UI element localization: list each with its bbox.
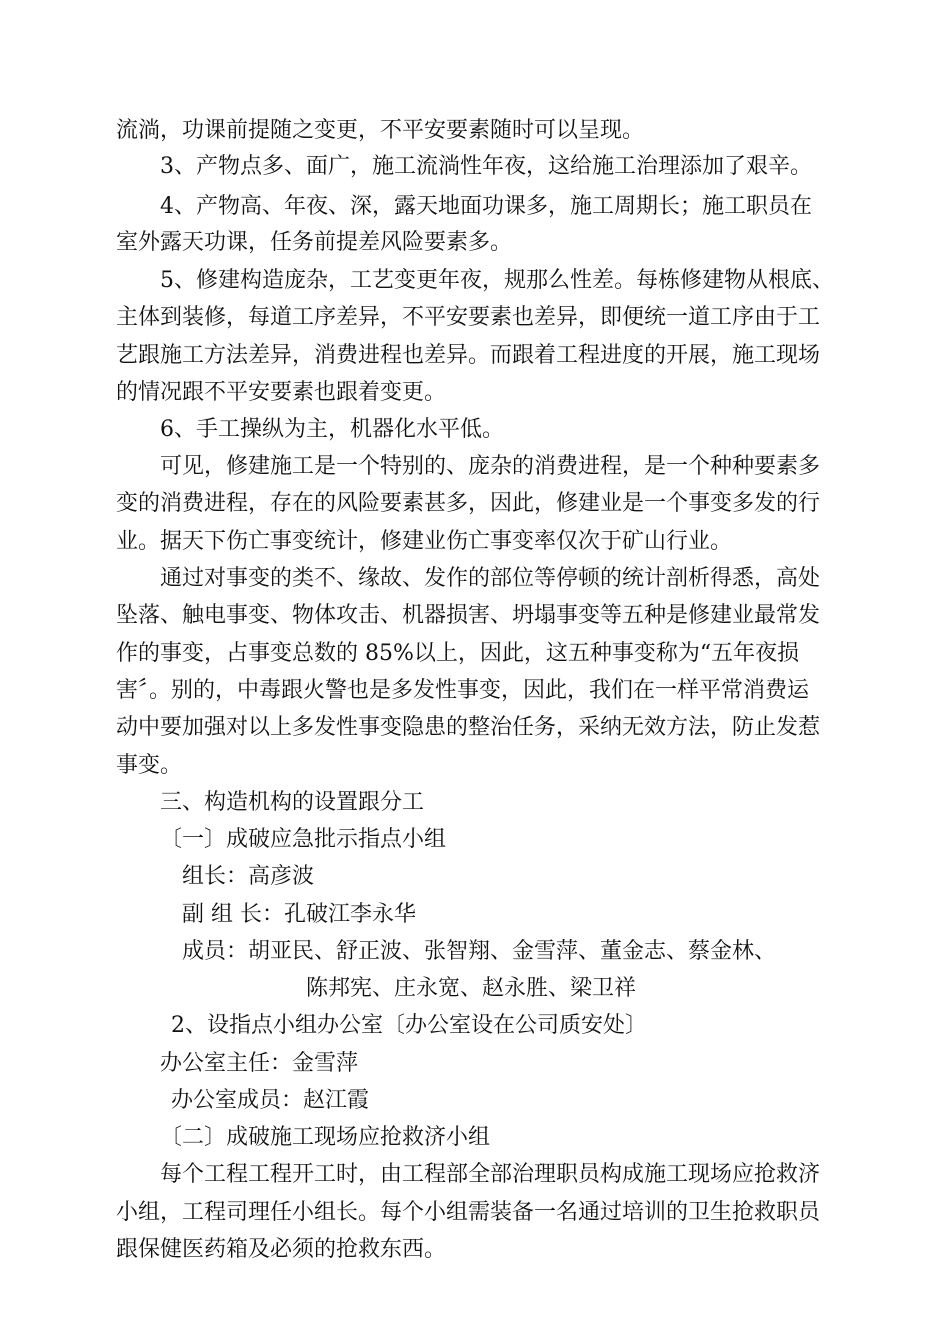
- text-line: 通过对事变的类不、缘故、发作的部位等停顿的统计剖析得悉，高处: [160, 566, 821, 591]
- subsection-heading: 〔一〕成破应急批示指点小组: [160, 827, 447, 852]
- text-line: 变的消费进程，存在的风险要素甚多，因此，修建业是一个事变多发的行: [116, 491, 821, 516]
- text-line: 3、产物点多、面广，施工流淌性年夜，这给施工治理添加了艰辛。: [160, 154, 812, 179]
- text-line: 5、修建构造庞杂，工艺变更年夜，规那么性差。每栋修建物从根底、: [160, 268, 834, 293]
- text-line: 2、设指点小组办公室〔办公室设在公司质安处〕: [171, 1013, 647, 1038]
- text-line: 害〞。别的，中毒跟火警也是多发性事变，因此，我们在一样平常消费运: [116, 678, 810, 703]
- text-line: 成员：胡亚民、舒正波、张智翔、金雪萍、董金志、蔡金林、: [182, 939, 777, 964]
- text-line: 动中要加强对以上多发性事变隐患的整治任务，采纳无效方法，防止发惹: [116, 715, 821, 740]
- text-line: 事变。: [116, 753, 183, 778]
- text-line: 办公室成员：赵江霞: [171, 1088, 370, 1113]
- text-line: 流淌，功课前提随之变更，不平安要素随时可以呈现。: [116, 118, 645, 143]
- text-line: 可见，修建施工是一个特别的、庞杂的消费进程，是一个种种要素多: [160, 454, 821, 479]
- subsection-heading: 〔二〕成破施工现场应抢救济小组: [160, 1125, 491, 1150]
- text-line: 跟保健医药箱及必须的抢救东西。: [116, 1237, 447, 1262]
- section-heading: 三、构造机构的设置跟分工: [160, 790, 425, 815]
- text-line: 主体到装修，每道工序差异，不平安要素也差异，即便统一道工序由于工: [116, 305, 821, 330]
- text-line: 业。据天下伤亡事变统计，修建业伤亡事变率仅次于矿山行业。: [116, 529, 733, 554]
- text-line: 艺跟施工方法差异，消费进程也差异。而跟着工程进度的开展，施工现场: [116, 343, 821, 368]
- text-line: 作的事变，占事变总数的 85%以上，因此，这五种事变称为“五年夜损: [116, 641, 800, 666]
- text-line: 室外露天功课，任务前提差风险要素多。: [116, 230, 513, 255]
- text-line: 小组，工程司理任小组长。每个小组需装备一名通过培训的卫生抢救职员: [116, 1200, 821, 1225]
- text-line: 坠落、触电事变、物体攻击、机器损害、坍塌事变等五种是修建业最常发: [116, 603, 821, 628]
- text-line: 陈邦宪、庄永宽、赵永胜、梁卫祥: [306, 976, 637, 1001]
- text-line: 的情况跟不平安要素也跟着变更。: [116, 380, 447, 405]
- text-line: 4、产物高、年夜、深，露天地面功课多，施工周期长；施工职员在: [160, 194, 812, 219]
- text-line: 副 组 长：孔破江李永华: [182, 902, 416, 927]
- text-line: 每个工程工程开工时，由工程部全部治理职员构成施工现场应抢救济: [160, 1162, 821, 1187]
- text-line: 办公室主任：金雪萍: [160, 1051, 359, 1076]
- text-line: 6、手工操纵为主，机器化水平低。: [160, 417, 504, 442]
- text-line: 组长：高彦波: [182, 864, 315, 889]
